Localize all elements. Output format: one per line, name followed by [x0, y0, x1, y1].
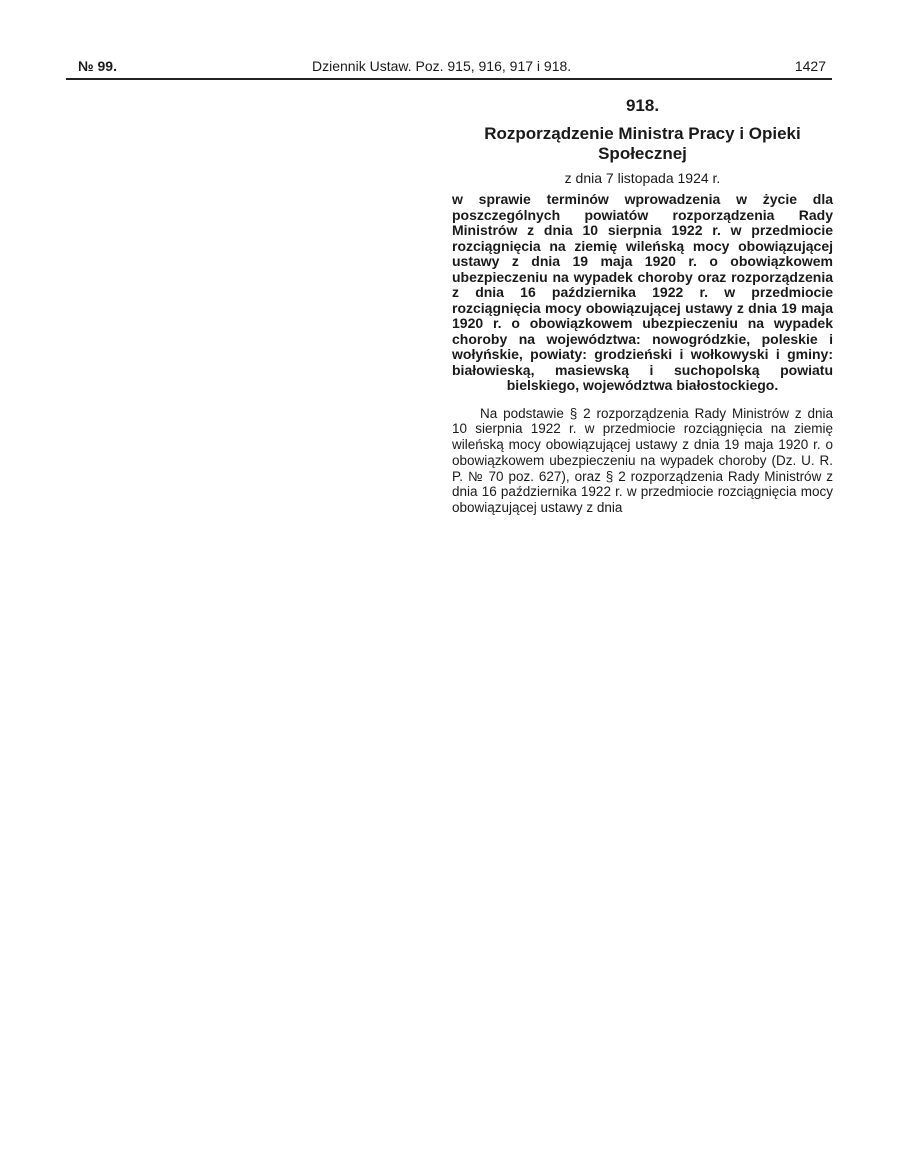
article-title: Rozporządzenie Ministra Pracy i Opieki Społecznej	[484, 124, 801, 163]
journal-title: Dziennik Ustaw. Poz. 915, 916, 917 i 918.	[312, 58, 572, 74]
issue-number: № 99.	[78, 58, 117, 74]
page-header	[66, 58, 832, 78]
header-rule	[66, 78, 832, 80]
article-body: Na podstawie § 2 rozporządzenia Rady Ministrów z dnia 10 sierpnia 1922 r. w przedmiocie rozciągnięcia na ziemię wileńską mocy obowiązującej ustawy z dnia 19 maja 1920 r. o obowiązkowem ubezpieczeniu na wypadek choroby (Dz. U. R. P. № 70 poz. 627), oraz § 2 rozporządzenia Rady Ministrów z dnia 16 października 1922 r. w przedmiocie rozciągnięcia mocy obowiązującej ustawy z dnia	[452, 405, 833, 516]
article-number: 918.	[625, 96, 660, 115]
page-number: 1427	[794, 58, 826, 74]
article-column	[452, 96, 833, 516]
article-subject: w sprawie terminów wprowadzenia w życie dla poszczególnych powiatów rozporządzenia Rady Ministrów z dnia 10 sierpnia 1922 r. w przedmiocie rozciągnięcia na ziemię wileńską mocy obowiązującej ustawy z dnia 19 maja 1920 r. o obowiązkowem ubezpieczeniu na wypadek choroby oraz rozporządzenia z dnia 16 października 1922 r. w przedmiocie rozciągnięcia mocy obowiązującej ustawy z dnia 19 maja 1920 r. o obowiązkowem ubezpieczeniu na wypadek choroby na województwa: nowogródzkie, poleskie i wołyńskie, powiaty: grodzieński i wołkowyski i gminy: białowieską, masiewską i suchopolską powiatu bielskiego, województwa białostockiego.	[452, 191, 833, 393]
article-date: z dnia 7 listopada 1924 r.	[564, 170, 721, 186]
